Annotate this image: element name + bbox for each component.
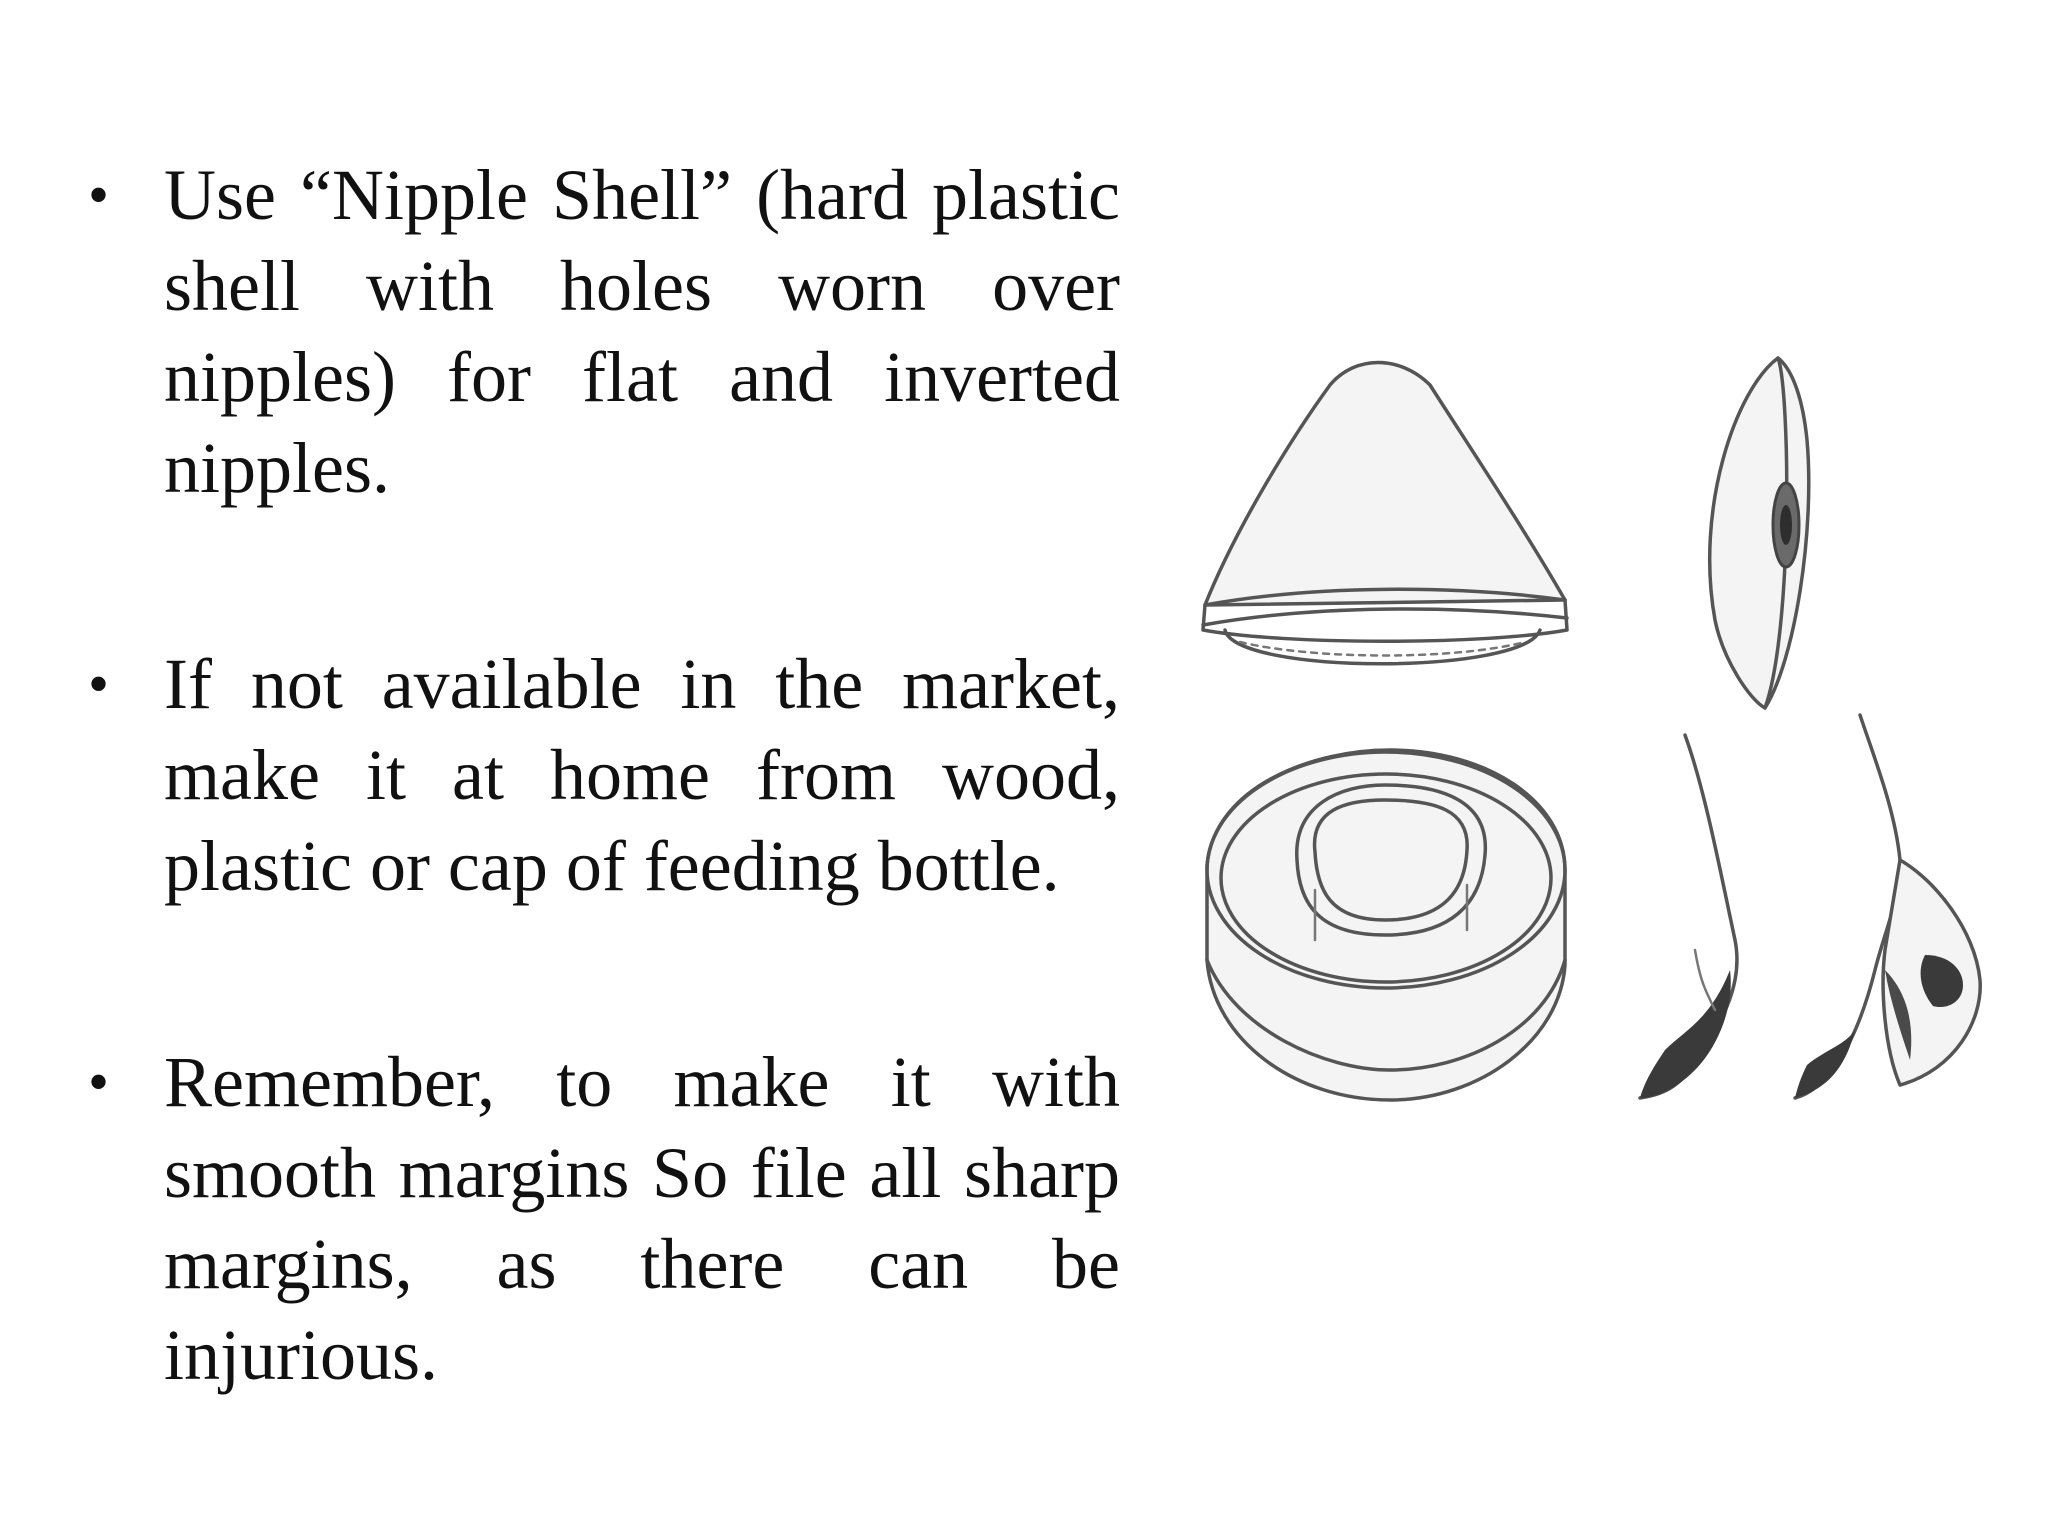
bullet-list [80, 150, 1120, 1401]
shell-ring-illustration [1207, 750, 1565, 1100]
bullet-text: Remember, to make it with smooth margins So file all sharp margins, as there can be injurious. [164, 1042, 1120, 1395]
breast-with-shell-illustration [1795, 715, 1980, 1098]
bullet-text: If not available in the market, make it at home from wood, plastic or cap of feeding bottle. [164, 644, 1120, 906]
bullet-marker: • [88, 162, 110, 228]
nipple-shell-illustration [1195, 330, 2015, 1230]
shell-side-illustration [1710, 358, 1809, 708]
bullet-item-homemade [80, 639, 1120, 912]
bullet-marker: • [88, 1049, 110, 1115]
shell-cone-illustration [1203, 363, 1567, 664]
bullet-item-smooth-margins [80, 1037, 1120, 1401]
bullet-marker: • [88, 651, 110, 717]
breast-profile-illustration [1640, 735, 1737, 1098]
bullet-text: Use “Nipple Shell” (hard plastic shell with holes worn over nipples) for flat and inverted nipples. [164, 155, 1120, 508]
bullet-item-nipple-shell [80, 150, 1120, 514]
